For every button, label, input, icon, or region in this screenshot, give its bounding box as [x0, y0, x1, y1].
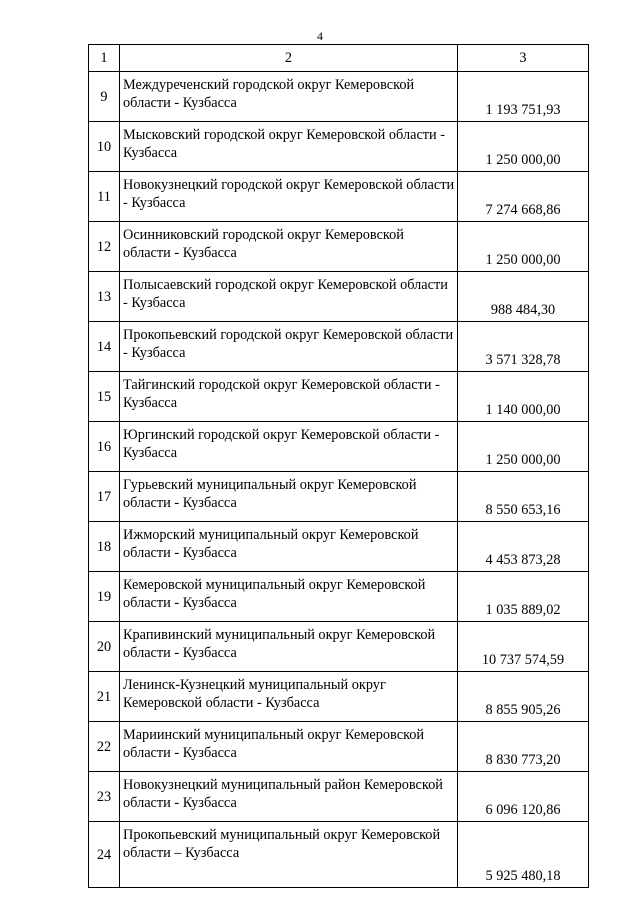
row-number: 22: [89, 722, 120, 772]
row-number: 20: [89, 622, 120, 672]
column-header-amount: 3: [458, 45, 589, 72]
table-row: [89, 522, 589, 572]
amount-value: 1 193 751,93: [458, 72, 589, 122]
table-row: [89, 822, 589, 888]
amount-value: 1 250 000,00: [458, 222, 589, 272]
amount-value: 988 484,30: [458, 272, 589, 322]
amount-value: 6 096 120,86: [458, 772, 589, 822]
municipality-name: Мысковский городской округ Кемеровской области - Кузбасса: [120, 122, 458, 172]
row-number: 18: [89, 522, 120, 572]
row-number: 15: [89, 372, 120, 422]
municipality-name: Юргинский городской округ Кемеровской области - Кузбасса: [120, 422, 458, 472]
header-row: [89, 45, 589, 72]
row-number: 14: [89, 322, 120, 372]
table-row: [89, 372, 589, 422]
municipality-name: Мариинский муниципальный округ Кемеровской области - Кузбасса: [120, 722, 458, 772]
table-row: [89, 322, 589, 372]
amount-value: 1 250 000,00: [458, 122, 589, 172]
municipality-name: Тайгинский городской округ Кемеровской области - Кузбасса: [120, 372, 458, 422]
amount-value: 8 855 905,26: [458, 672, 589, 722]
table-row: [89, 222, 589, 272]
municipality-name: Полысаевский городской округ Кемеровской области - Кузбасса: [120, 272, 458, 322]
table-row: [89, 72, 589, 122]
amount-value: 4 453 873,28: [458, 522, 589, 572]
municipality-name: Междуреченский городской округ Кемеровской области - Кузбасса: [120, 72, 458, 122]
row-number: 9: [89, 72, 120, 122]
table-row: [89, 422, 589, 472]
row-number: 21: [89, 672, 120, 722]
municipality-name: Осинниковский городской округ Кемеровской области - Кузбасса: [120, 222, 458, 272]
municipality-name: Ленинск-Кузнецкий муниципальный округ Кемеровской области - Кузбасса: [120, 672, 458, 722]
row-number: 12: [89, 222, 120, 272]
table-row: [89, 722, 589, 772]
column-header-municipality: 2: [120, 45, 458, 72]
table-row: [89, 272, 589, 322]
row-number: 11: [89, 172, 120, 222]
allocation-table: [88, 44, 589, 888]
table-row: [89, 572, 589, 622]
municipality-name: Крапивинский муниципальный округ Кемеровской области - Кузбасса: [120, 622, 458, 672]
amount-value: 1 250 000,00: [458, 422, 589, 472]
row-number: 17: [89, 472, 120, 522]
table-row: [89, 622, 589, 672]
table-row: [89, 472, 589, 522]
amount-value: 10 737 574,59: [458, 622, 589, 672]
amount-value: 7 274 668,86: [458, 172, 589, 222]
table-row: [89, 672, 589, 722]
table-row: [89, 772, 589, 822]
amount-value: 5 925 480,18: [458, 822, 589, 888]
row-number: 19: [89, 572, 120, 622]
municipality-name: Гурьевский муниципальный округ Кемеровской области - Кузбасса: [120, 472, 458, 522]
table-row: [89, 122, 589, 172]
row-number: 23: [89, 772, 120, 822]
column-header-number: 1: [89, 45, 120, 72]
amount-value: 1 035 889,02: [458, 572, 589, 622]
amount-value: 1 140 000,00: [458, 372, 589, 422]
row-number: 24: [89, 822, 120, 888]
amount-value: 8 830 773,20: [458, 722, 589, 772]
table-row: [89, 172, 589, 222]
amount-value: 3 571 328,78: [458, 322, 589, 372]
row-number: 13: [89, 272, 120, 322]
municipality-name: Новокузнецкий муниципальный район Кемеровской области - Кузбасса: [120, 772, 458, 822]
municipality-name: Новокузнецкий городской округ Кемеровской области - Кузбасса: [120, 172, 458, 222]
municipality-name: Ижморский муниципальный округ Кемеровской области - Кузбасса: [120, 522, 458, 572]
row-number: 10: [89, 122, 120, 172]
municipality-name: Прокопьевский муниципальный округ Кемеровской области – Кузбасса: [120, 822, 458, 888]
row-number: 16: [89, 422, 120, 472]
page-number: 4: [317, 29, 323, 43]
municipality-name: Кемеровской муниципальный округ Кемеровской области - Кузбасса: [120, 572, 458, 622]
municipality-name: Прокопьевский городской округ Кемеровской области - Кузбасса: [120, 322, 458, 372]
amount-value: 8 550 653,16: [458, 472, 589, 522]
